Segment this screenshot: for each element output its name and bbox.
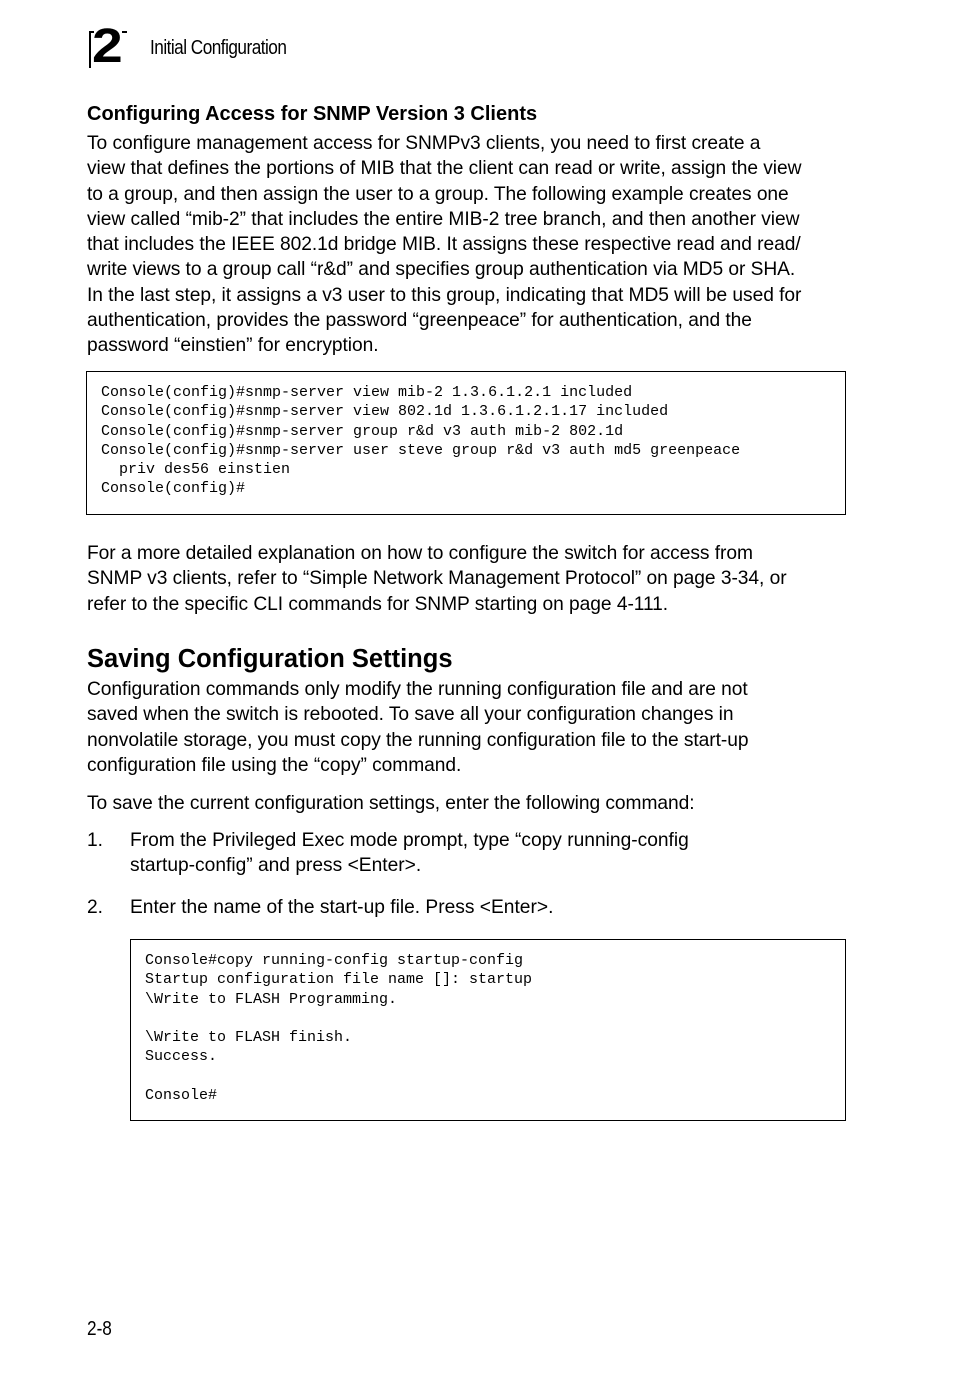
- code-line: Console(config)#snmp-server user steve group r&d v3 auth md5 greenpeace: [101, 441, 741, 459]
- paragraph-line: that includes the IEEE 802.1d bridge MIB. It assigns these respective read and read/: [87, 234, 801, 256]
- paragraph-line: saved when the switch is rebooted. To save all your configuration changes in: [87, 704, 734, 726]
- code-line: Startup configuration file name []: startup: [145, 971, 533, 989]
- code-line: \Write to FLASH finish.: [145, 1029, 353, 1047]
- paragraph-line: SNMP v3 clients, refer to “Simple Network Management Protocol” on page 3-34, or: [87, 568, 787, 590]
- code-line: \Write to FLASH Programming.: [145, 990, 398, 1008]
- paragraph-line: refer to the specific CLI commands for SNMP starting on page 4-111.: [87, 593, 669, 615]
- paragraph-line: In the last step, it assigns a v3 user to this group, indicating that MD5 will be used for: [87, 284, 802, 306]
- code-line: Console(config)#snmp-server group r&d v3 auth mib-2 802.1d: [101, 422, 624, 440]
- paragraph-line: write views to a group call “r&d” and specifies group authentication via MD5 or SHA.: [87, 259, 796, 281]
- snmp-v3-section: [87, 100, 867, 359]
- paragraph-line: nonvolatile storage, you must copy the running configuration file to the start-up: [87, 729, 749, 751]
- chapter-number: 2: [92, 20, 123, 73]
- step-number: 1.: [87, 830, 104, 851]
- running-header-title: Initial Configuration: [150, 37, 287, 59]
- paragraph-line: view called “mib-2” that includes the entire MIB-2 tree branch, and then another view: [87, 208, 800, 230]
- code-line: Success.: [145, 1048, 218, 1066]
- snmp-v3-heading: Configuring Access for SNMP Version 3 Clients: [87, 103, 538, 125]
- step-text: [130, 828, 830, 879]
- paragraph-line: to a group, and then assign the user to a group. The following example creates one: [87, 183, 789, 205]
- chapter-number-badge: [89, 20, 127, 73]
- code-line: Console(config)#snmp-server view mib-2 1.3.6.1.2.1 included: [101, 384, 633, 401]
- code-line: Console#: [145, 1087, 218, 1105]
- step-line: From the Privileged Exec mode prompt, type “copy running-config: [130, 830, 689, 851]
- snmp-v3-followup-paragraph: [87, 541, 867, 617]
- paragraph-line: Configuration commands only modify the running configuration file and are not: [87, 679, 748, 700]
- code-line: Console(config)#: [101, 480, 246, 498]
- saving-config-title: Saving Configuration Settings: [87, 645, 453, 673]
- step-line: Enter the name of the start-up file. Press <Enter>.: [130, 897, 554, 918]
- code-line: [145, 1067, 845, 1086]
- code-line: priv des56 einstien: [101, 461, 291, 479]
- save-config-code-example: [130, 939, 846, 1121]
- step-text: [130, 895, 830, 920]
- saving-config-instruction: To save the current configuration settings, enter the following command:: [87, 793, 695, 814]
- step-line: startup-config” and press <Enter>.: [130, 855, 422, 877]
- step-number: 2.: [87, 897, 104, 918]
- paragraph-line: To configure management access for SNMPv3 clients, you need to first create a: [87, 133, 761, 154]
- paragraph-line: view that defines the portions of MIB that the client can read or write, assign the view: [87, 158, 802, 180]
- paragraph-line: configuration file using the “copy” command.: [87, 754, 462, 776]
- code-line: Console#copy running-config startup-config: [145, 952, 524, 969]
- saving-config-intro-paragraph: [87, 677, 867, 778]
- snmp-v3-intro-paragraph: [87, 131, 867, 359]
- paragraph-line: password “einstien” for encryption.: [87, 335, 379, 357]
- code-line: [145, 1009, 845, 1028]
- snmp-v3-code-example: [86, 371, 846, 515]
- paragraph-line: authentication, provides the password “greenpeace” for authentication, and the: [87, 310, 752, 332]
- code-line: Console(config)#snmp-server view 802.1d 1.3.6.1.2.1.17 included: [101, 403, 669, 421]
- page-number: 2-8: [87, 1318, 112, 1340]
- paragraph-line: For a more detailed explanation on how to configure the switch for access from: [87, 543, 753, 564]
